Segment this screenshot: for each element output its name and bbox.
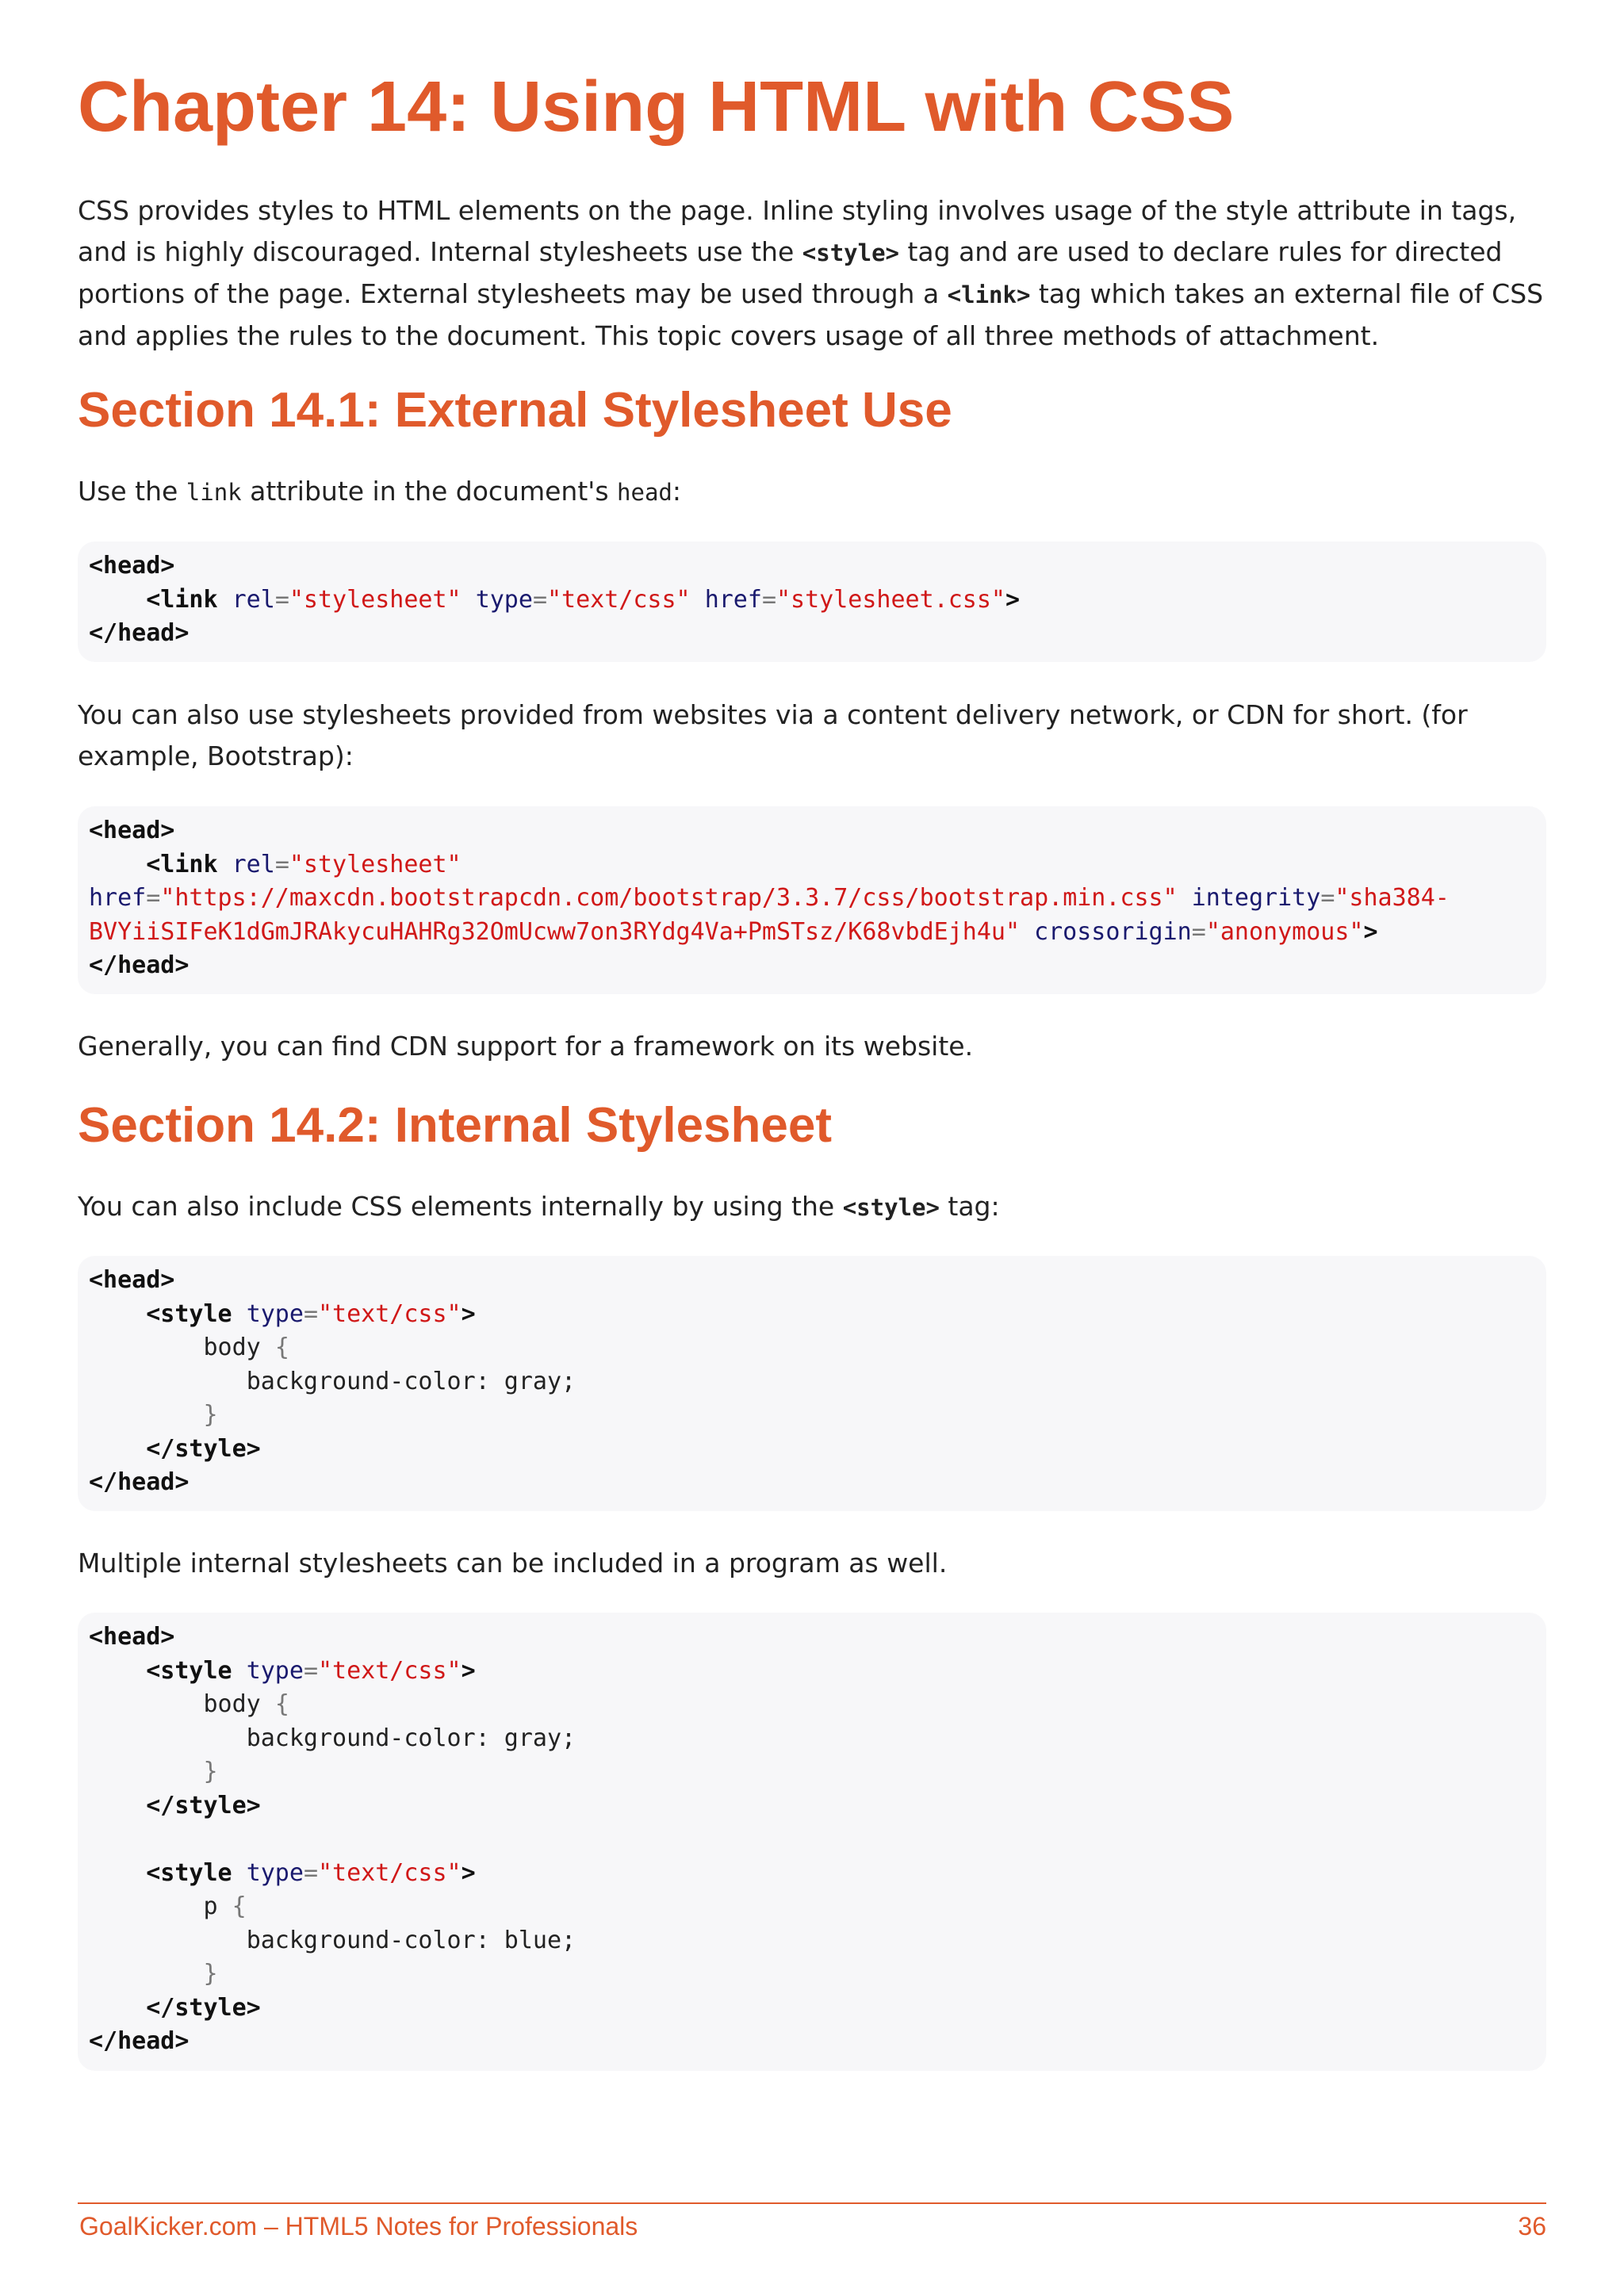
- code-token: background-color: blue;: [246, 1926, 576, 1954]
- code-token: </head>: [89, 2027, 190, 2055]
- code-token: "stylesheet.css": [776, 585, 1005, 614]
- code-token: <style: [146, 1656, 232, 1685]
- code-token: =: [303, 1656, 318, 1685]
- code-token: body: [203, 1690, 261, 1718]
- code-line: [89, 848, 1546, 882]
- code-line: [89, 1823, 1546, 1857]
- code-line: [89, 949, 1546, 983]
- code-token: >: [1005, 585, 1021, 614]
- code-token: >: [1363, 917, 1378, 946]
- code-token: =: [146, 884, 161, 912]
- code-token: background-color: gray;: [246, 1367, 576, 1395]
- code-token: }: [203, 1758, 218, 1785]
- code-block-cdn-link: [78, 806, 1546, 994]
- code-token: {: [232, 1892, 247, 1920]
- code-token: </head>: [89, 951, 190, 979]
- code-line: [89, 1433, 1546, 1467]
- code-token: =: [1320, 884, 1335, 912]
- intro-paragraph: [78, 190, 1546, 357]
- code-token: <head>: [89, 1623, 175, 1651]
- code-line: [89, 1890, 1546, 1924]
- code-token: type: [246, 1656, 304, 1685]
- section1-paragraph-2: You can also use stylesheets provided from websites via a content delivery network, or CDN for short. (for example, Bootstrap):: [78, 699, 1468, 771]
- section1-paragraph-3: Generally, you can find CDN support for a framework on its website.: [78, 1031, 974, 1062]
- code-line: [89, 1655, 1546, 1689]
- code-block-external-link: [78, 541, 1546, 662]
- section-14-2-title: Section 14.2: Internal Stylesheet: [78, 1098, 833, 1153]
- code-line: [89, 1857, 1546, 1891]
- code-line: [89, 1365, 1546, 1399]
- code-token: p: [203, 1892, 218, 1920]
- code-token: }: [203, 1960, 218, 1988]
- code-line: [89, 617, 1546, 651]
- s1p1-text-c: :: [672, 476, 682, 507]
- code-token: =: [532, 585, 547, 614]
- s2p1-text-a: You can also include CSS elements internally by using the: [78, 1191, 843, 1222]
- code-token: "anonymous": [1205, 917, 1364, 946]
- code-line: [89, 1264, 1546, 1298]
- intro-text-3: tag which takes an external file of CSS and applies the rules to the document. This topic covers usage of all three methods of attachment.: [78, 278, 1544, 351]
- code-token: </head>: [89, 619, 190, 647]
- code-token: </style>: [146, 1791, 261, 1820]
- code-token: BVYiiSIFeK1dGmJRAkycuHAHRg32OmUcww7on3RYdg4Va+PmSTsz/K68vbdEjh4u": [89, 917, 1020, 946]
- code-line: [89, 1399, 1546, 1433]
- code-token: "text/css": [318, 1656, 462, 1685]
- section1-paragraph-1: [78, 471, 1546, 513]
- intro-code-style: <style>: [802, 239, 899, 266]
- code-line: [89, 2025, 1546, 2059]
- intro-code-link: <link>: [947, 281, 1031, 308]
- code-token: >: [461, 1858, 476, 1887]
- code-token: =: [761, 585, 776, 614]
- code-token: body: [203, 1334, 261, 1361]
- code-token: </style>: [146, 1993, 261, 2022]
- code-token: rel: [232, 850, 275, 878]
- code-block-multiple-internal-styles: [78, 1613, 1546, 2071]
- code-token: <style: [146, 1299, 232, 1328]
- code-token: rel: [232, 585, 275, 614]
- intro-text-2: tag and are used to declare rules for directed portions of the page. External stylesheets may be used through a: [78, 236, 1503, 309]
- code-token: "text/css": [547, 585, 691, 614]
- code-token: "sha384-: [1335, 884, 1450, 912]
- code-block-internal-style: [78, 1256, 1546, 1511]
- code-line: [89, 1298, 1546, 1332]
- code-token: <head>: [89, 817, 175, 844]
- code-token: type: [246, 1858, 304, 1887]
- code-token: "stylesheet": [289, 850, 462, 878]
- code-line: [89, 1722, 1546, 1756]
- code-token: >: [461, 1299, 476, 1328]
- section2-paragraph-1: [78, 1186, 1546, 1228]
- code-token: <head>: [89, 552, 175, 580]
- s1p1-text-b: attribute in the document's: [241, 476, 618, 507]
- code-line: [89, 1924, 1546, 1958]
- s2p1-text-b: tag:: [939, 1191, 1000, 1222]
- code-line: [89, 814, 1546, 848]
- code-token: type: [246, 1299, 304, 1328]
- code-token: "text/css": [318, 1858, 462, 1887]
- code-token: =: [1191, 917, 1206, 946]
- code-line: [89, 882, 1546, 916]
- code-token: >: [461, 1656, 476, 1685]
- footer-source: GoalKicker.com – HTML5 Notes for Professionals: [79, 2212, 638, 2241]
- code-line: [89, 1466, 1546, 1500]
- code-line: [89, 1688, 1546, 1722]
- s1p1-code-link: link: [186, 479, 242, 506]
- code-line: [89, 1621, 1546, 1655]
- code-token: "text/css": [318, 1299, 462, 1328]
- code-token: =: [274, 585, 289, 614]
- section-14-1-title: Section 14.1: External Stylesheet Use: [78, 383, 952, 438]
- code-token: "stylesheet": [289, 585, 462, 614]
- code-line: [89, 584, 1546, 618]
- code-token: background-color: gray;: [246, 1724, 576, 1752]
- chapter-title: Chapter 14: Using HTML with CSS: [78, 67, 1235, 147]
- code-token: </style>: [146, 1434, 261, 1463]
- code-line: [89, 1957, 1546, 1992]
- code-token: {: [274, 1334, 289, 1361]
- code-token: <link: [146, 585, 218, 614]
- code-token: "https://maxcdn.bootstrapcdn.com/bootstrap/3.3.7/css/bootstrap.min.css": [160, 884, 1178, 912]
- code-line: [89, 549, 1546, 584]
- code-line: [89, 1755, 1546, 1789]
- code-line: [89, 1331, 1546, 1365]
- code-token: <style: [146, 1858, 232, 1887]
- code-token: href: [704, 585, 762, 614]
- code-token: =: [303, 1299, 318, 1328]
- code-token: }: [203, 1401, 218, 1429]
- code-token: href: [89, 884, 147, 912]
- s2p1-code-style: <style>: [842, 1194, 940, 1221]
- code-token: type: [475, 585, 533, 614]
- code-token: <link: [146, 850, 218, 878]
- code-token: crossorigin: [1034, 917, 1192, 946]
- code-token: integrity: [1191, 884, 1321, 912]
- code-token: <head>: [89, 1266, 175, 1294]
- page-number: 36: [1518, 2212, 1546, 2241]
- code-token: =: [274, 850, 289, 878]
- footer-divider: [78, 2202, 1546, 2204]
- s1p1-code-head: head: [617, 479, 672, 506]
- code-token: </head>: [89, 1468, 190, 1496]
- intro-text-1: CSS provides styles to HTML elements on the page. Inline styling involves usage of the style attribute in tags, and is highly discouraged. Internal stylesheets use the: [78, 195, 1517, 267]
- section2-paragraph-2: Multiple internal stylesheets can be included in a program as well.: [78, 1548, 948, 1578]
- code-line: [89, 1992, 1546, 2026]
- code-token: =: [303, 1858, 318, 1887]
- s1p1-text-a: Use the: [78, 476, 186, 507]
- code-token: {: [274, 1690, 289, 1718]
- code-line: [89, 1789, 1546, 1823]
- code-line: [89, 916, 1546, 950]
